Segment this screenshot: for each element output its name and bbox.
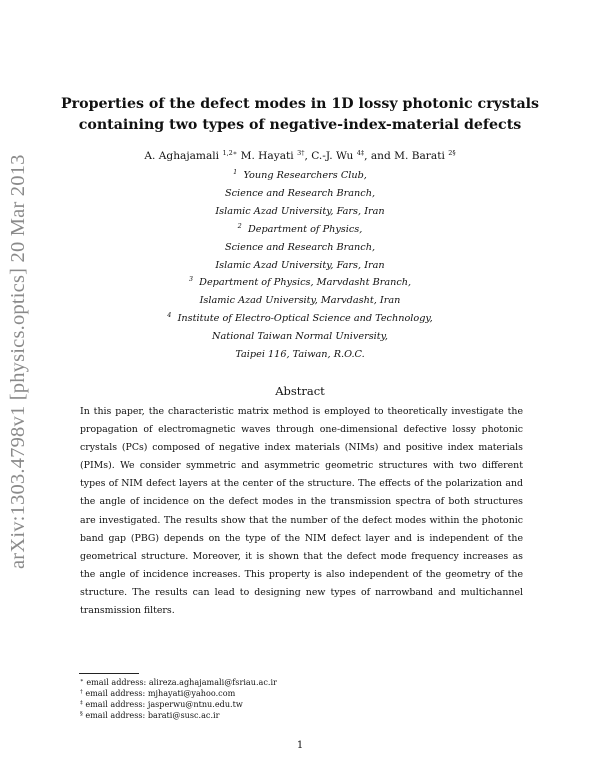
affiliation-line: Islamic Azad University, Marvdasht, Iran (199, 295, 401, 307)
author-marks: 2§ (448, 149, 456, 157)
footnote-mark: ‡ (80, 700, 83, 706)
affiliation-number: 4 (167, 311, 172, 320)
affiliation-number: 3 (188, 275, 193, 284)
title-line-2: containing two types of negative-index-material defects (78, 117, 522, 133)
footnotes (80, 677, 277, 721)
author-name: M. Hayati (240, 150, 294, 162)
affiliation-line: Science and Research Branch, (224, 241, 376, 253)
affiliation-line: Islamic Azad University, Fars, Iran (215, 205, 385, 217)
footnote-rule (79, 673, 139, 674)
affiliation-line: $^2$ Department of Physics, (237, 221, 363, 235)
author-marks: 4‡ (356, 149, 365, 157)
affiliation-line: Science and Research Branch, (224, 187, 376, 199)
author-name: C.-J. Wu (311, 150, 354, 162)
affiliation-number: 1 (233, 168, 238, 176)
author-name: A. Aghajamali (144, 150, 220, 162)
affiliation-line: Taipei 116, Taiwan, R.O.C. (235, 349, 365, 361)
affiliation-line: $^4$ Institute of Electro-Optical Science and Technology, (167, 311, 433, 325)
author-separator: , and (364, 150, 391, 162)
arxiv-identifier: arXiv:1303.4798v1 [physics.optics] 20 Mar 2013 (7, 154, 29, 570)
author-marks: 1,2∗ (222, 149, 238, 157)
page-number: 1 (296, 740, 304, 751)
abstract-heading: Abstract (275, 384, 325, 398)
paper-title (60, 94, 540, 136)
affiliation-line: $^1$ Young Researchers Club, (233, 168, 367, 181)
affiliation-line: $^3$ Department of Physics, Marvdasht Branch, (188, 275, 412, 289)
author-separator: , (304, 150, 308, 162)
author-list (60, 150, 540, 162)
author-marks: 3† (297, 149, 305, 157)
abstract-body: In this paper, the characteristic matrix method is employed to theoretically investigate the propagation of electromagnetic waves through one-dimensional defective lossy photonic crystals (PCs) composed of negative index materials (NIMs) and positive index materials (PIMs). We consider symmetric and asymmetric geometric structures with two different types of NIM defect layers at the center of the structure. The effects of the polarization and the angle of incidence on the defect modes in the transmission spectra of both structures are investigated. The results show that the number of the defect modes within the photonic band gap (PBG) depends on the type of the NIM defect layer and is independent of the geometrical structure. Moreover, it is shown that the defect mode frequency increases as the angle of incidence increases. This property is also independent of the geometry of the structure. The results can lead to designing new types of narrowband and multichannel transmission filters. (80, 406, 523, 617)
affiliation-line: Islamic Azad University, Fars, Iran (215, 259, 385, 271)
affiliation-line: National Taiwan Normal University, (212, 331, 388, 343)
affiliations (60, 167, 540, 364)
footnote-mark: § (80, 711, 83, 717)
footnote: † email address: mjhayati@yahoo.com (80, 688, 236, 698)
footnote-mark: † (80, 689, 83, 695)
footnote: § email address: barati@susc.ac.ir (80, 710, 220, 720)
affiliation-number: 2 (237, 221, 242, 230)
author-name: M. Barati (394, 150, 445, 162)
footnote-mark: ∗ (80, 678, 84, 684)
title-line-1: Properties of the defect modes in 1D lossy photonic crystals (60, 96, 540, 112)
footnote: ‡ email address: jasperwu@ntnu.edu.tw (80, 699, 243, 709)
footnote: ∗ email address: alireza.aghajamali@fsriau.ac.ir (80, 677, 277, 687)
